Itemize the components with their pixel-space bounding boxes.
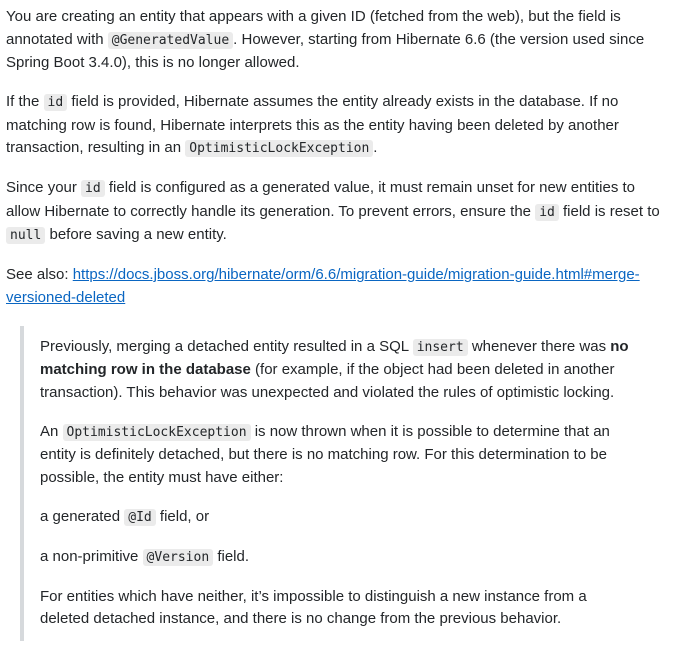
- migration-guide-link[interactable]: https://docs.jboss.org/hibernate/orm/6.6/migration-guide/migration-guide.html#merge-versioned-deleted: [6, 266, 640, 306]
- paragraph-intro: [6, 6, 667, 75]
- inline-code-id: id: [535, 204, 559, 221]
- text: If the: [6, 93, 44, 110]
- text: before saving a new entity.: [45, 226, 227, 243]
- text: .: [373, 139, 378, 156]
- inline-code-insert: insert: [413, 339, 468, 356]
- text: whenever there was: [467, 337, 611, 355]
- inline-code-id-annotation: @Id: [124, 509, 155, 526]
- inline-code-null: null: [6, 227, 45, 244]
- text: Previously, merging a detached entity resulted in a SQL: [40, 337, 413, 355]
- text: Since your: [6, 179, 82, 196]
- inline-code-id: id: [44, 94, 68, 111]
- text: a non-primitive: [40, 547, 143, 565]
- quote-paragraph-generated-id: [40, 506, 637, 530]
- text: field is provided, Hibernate assumes the entity already exists in the database. If no matching row is found, Hibernate interprets this as the entity having been deleted by another transaction, resulting in an: [6, 93, 619, 156]
- text: field, or: [155, 507, 210, 525]
- paragraph-see-also: [6, 264, 667, 309]
- text: field is reset to: [558, 202, 660, 220]
- text: a generated: [40, 507, 125, 525]
- text: An: [40, 422, 63, 440]
- bold-text: no matching row in the database: [40, 337, 629, 378]
- quote-paragraph-previously: [40, 336, 637, 405]
- text: is now thrown when it is possible to determine that an entity is definitely detached, but there is no matching row. For this determination to be possible, the entity must have either:: [40, 422, 610, 486]
- inline-code-version-annotation: @Version: [143, 549, 214, 566]
- text: field is configured as a generated value, it must remain unset for new entities to allow Hibernate to correctly handle its generation. To prevent errors, ensure the: [6, 179, 635, 220]
- text: (for example, if the object had been deleted in another transaction). This behavior was unexpected and violated the rules of optimistic locking.: [40, 361, 615, 401]
- paragraph-generated-value: [6, 177, 667, 248]
- inline-code-optimistic-lock-exception: OptimisticLockException: [63, 424, 251, 441]
- quote-paragraph-version: [40, 546, 637, 570]
- inline-code-optimistic-lock-exception: OptimisticLockException: [185, 140, 373, 157]
- text: See also:: [6, 266, 73, 283]
- text: . However, starting from Hibernate 6.6 (the version used since Spring Boot 3.4.0), this is no longer allowed.: [6, 30, 645, 71]
- quote-paragraph-neither: [40, 586, 637, 631]
- text: For entities which have neither, it’s impossible to distinguish a new instance from a deleted detached instance, and there is no change from the previous behavior.: [40, 587, 587, 627]
- quote-paragraph-exception: [40, 421, 637, 490]
- text: You are creating an entity that appears with a given ID (fetched from the web), but the field is annotated with: [6, 8, 621, 48]
- quote-block: [20, 326, 667, 641]
- inline-code-generated-value: @GeneratedValue: [108, 32, 233, 49]
- text: field.: [213, 547, 250, 565]
- inline-code-id: id: [81, 180, 105, 197]
- paragraph-id-provided: [6, 91, 667, 161]
